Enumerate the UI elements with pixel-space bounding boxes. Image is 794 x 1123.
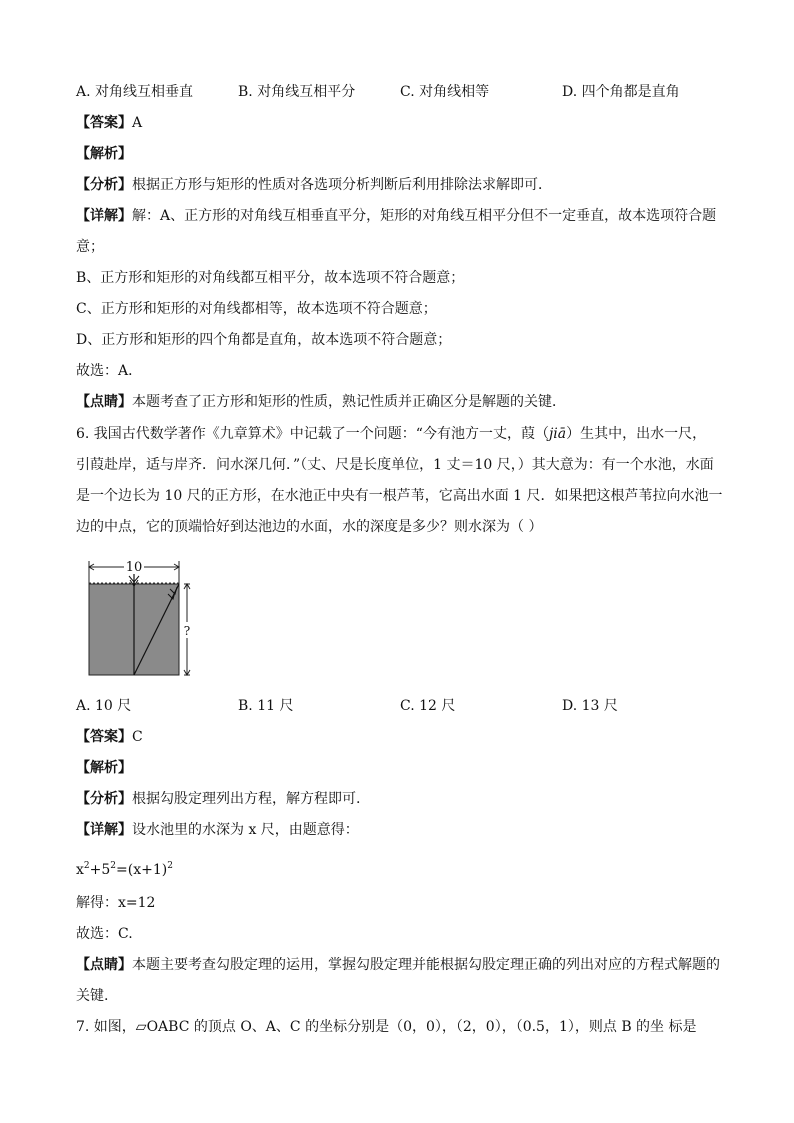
q6-dianjing: [76, 955, 720, 975]
fenxi-tag: 【分析】: [76, 177, 132, 193]
q6-xiangjie: [76, 820, 359, 840]
fenxi-text: 根据正方形与矩形的性质对各选项分析判断后利用排除法求解即可．: [132, 177, 552, 193]
q6-pinyin: jiā: [548, 426, 567, 442]
q5-answer: [76, 113, 142, 133]
answer-value: C: [132, 729, 143, 745]
q6-equation: [76, 856, 173, 880]
fenxi-tag: 【分析】: [76, 791, 132, 807]
q5-option-a: A. 对角线互相垂直: [76, 84, 194, 100]
q5-dianjing: [76, 392, 566, 412]
dianjing-tag: 【点睛】: [76, 394, 132, 410]
q5-line-b: B、正方形和矩形的对角线都互相平分，故本选项不符合题意；: [76, 270, 465, 286]
q7-stem: 7. 如图，▱OABC 的顶点 O、A、C 的坐标分别是（0，0），（2，0），（0.5，1），则点 B 的坐 标是: [76, 1019, 697, 1035]
dianjing-text: 本题考查了正方形和矩形的性质，熟记性质并正确区分是解题的关键．: [132, 394, 566, 410]
q6-dianjing-cont: 关键.: [76, 988, 109, 1004]
analysis-tag: 【解析】: [76, 760, 132, 776]
q5-option-c: C. 对角线相等: [400, 84, 490, 100]
answer-tag: 【答案】: [76, 115, 132, 131]
eq-plus-5: +5: [89, 862, 111, 878]
eq-rhs: =(x+1): [116, 862, 168, 878]
q6-fenxi: [76, 789, 360, 809]
xiangjie-tag: 【详解】: [76, 822, 132, 838]
q6-option-d: D. 13 尺: [562, 698, 618, 714]
q6-stem-1b: ）生其中，出水一尺，: [566, 426, 707, 442]
q5-xiangjie-cont: 意；: [76, 239, 104, 255]
q5-option-d: D. 四个角都是直角: [562, 84, 680, 100]
q5-line-c: C、正方形和矩形的对角线都相等，故本选项不符合题意；: [76, 301, 437, 317]
q6-pool-figure: [80, 556, 206, 680]
answer-value: A: [132, 115, 143, 131]
fenxi-text: 根据勾股定理列出方程，解方程即可.: [132, 791, 361, 807]
xiangjie-text: 解：A、正方形的对角线互相垂直平分，矩形的对角线互相平分但不一定垂直，故本选项符合题: [132, 208, 717, 224]
q5-fenxi: [76, 175, 552, 195]
q6-option-c: C. 12 尺: [400, 698, 456, 714]
depth-label: ?: [183, 624, 191, 638]
width-label: 10: [125, 560, 143, 575]
q6-solve: 解得：x=12: [76, 895, 156, 911]
q6-choose: 故选：C.: [76, 926, 133, 942]
q6-stem-line-4: 边的中点，它的顶端恰好到达池边的水面，水的深度是多少？则水深为（ ）: [76, 519, 543, 535]
q6-stem-line-2: 引葭赴岸，适与岸齐．问水深几何．”（丈、尺是长度单位，1 丈＝10 尺，）其大意为：有一个水池，水面: [76, 457, 714, 473]
q6-analysis-heading: [76, 758, 132, 778]
xiangjie-text: 设水池里的水深为 x 尺，由题意得：: [132, 822, 359, 838]
q5-xiangjie: [76, 206, 716, 226]
q5-choose: 故选：A．: [76, 363, 143, 379]
dianjing-tag: 【点睛】: [76, 957, 132, 973]
eq-exp-2: 2: [110, 861, 117, 871]
answer-tag: 【答案】: [76, 729, 132, 745]
q6-option-b: B. 11 尺: [238, 698, 294, 714]
dianjing-text: 本题主要考查勾股定理的运用，掌握勾股定理并能根据勾股定理正确的列出对应的方程式解题的: [132, 957, 720, 973]
q6-answer: [76, 727, 143, 747]
xiangjie-tag: 【详解】: [76, 208, 132, 224]
q5-option-b: B. 对角线互相平分: [238, 84, 356, 100]
q6-stem-1a-text: 6. 我国古代数学著作《九章算术》中记载了一个问题：“今有池方一丈，葭（: [76, 426, 549, 442]
q5-analysis-heading: [76, 144, 132, 164]
eq-exp-1: 2: [83, 861, 90, 871]
q6-stem-line-3: 是一个边长为 10 尺的正方形，在水池正中央有一根芦苇，它高出水面 1 尺．如果把这根芦苇拉向水池一: [76, 488, 723, 504]
analysis-tag: 【解析】: [76, 146, 132, 162]
q6-option-a: A. 10 尺: [76, 698, 132, 714]
q5-line-d: D、正方形和矩形的四个角都是直角，故本选项不符合题意；: [76, 332, 452, 348]
eq-x: x: [76, 862, 84, 878]
q6-stem-line-1: [76, 424, 706, 444]
eq-exp-3: 2: [167, 861, 173, 871]
